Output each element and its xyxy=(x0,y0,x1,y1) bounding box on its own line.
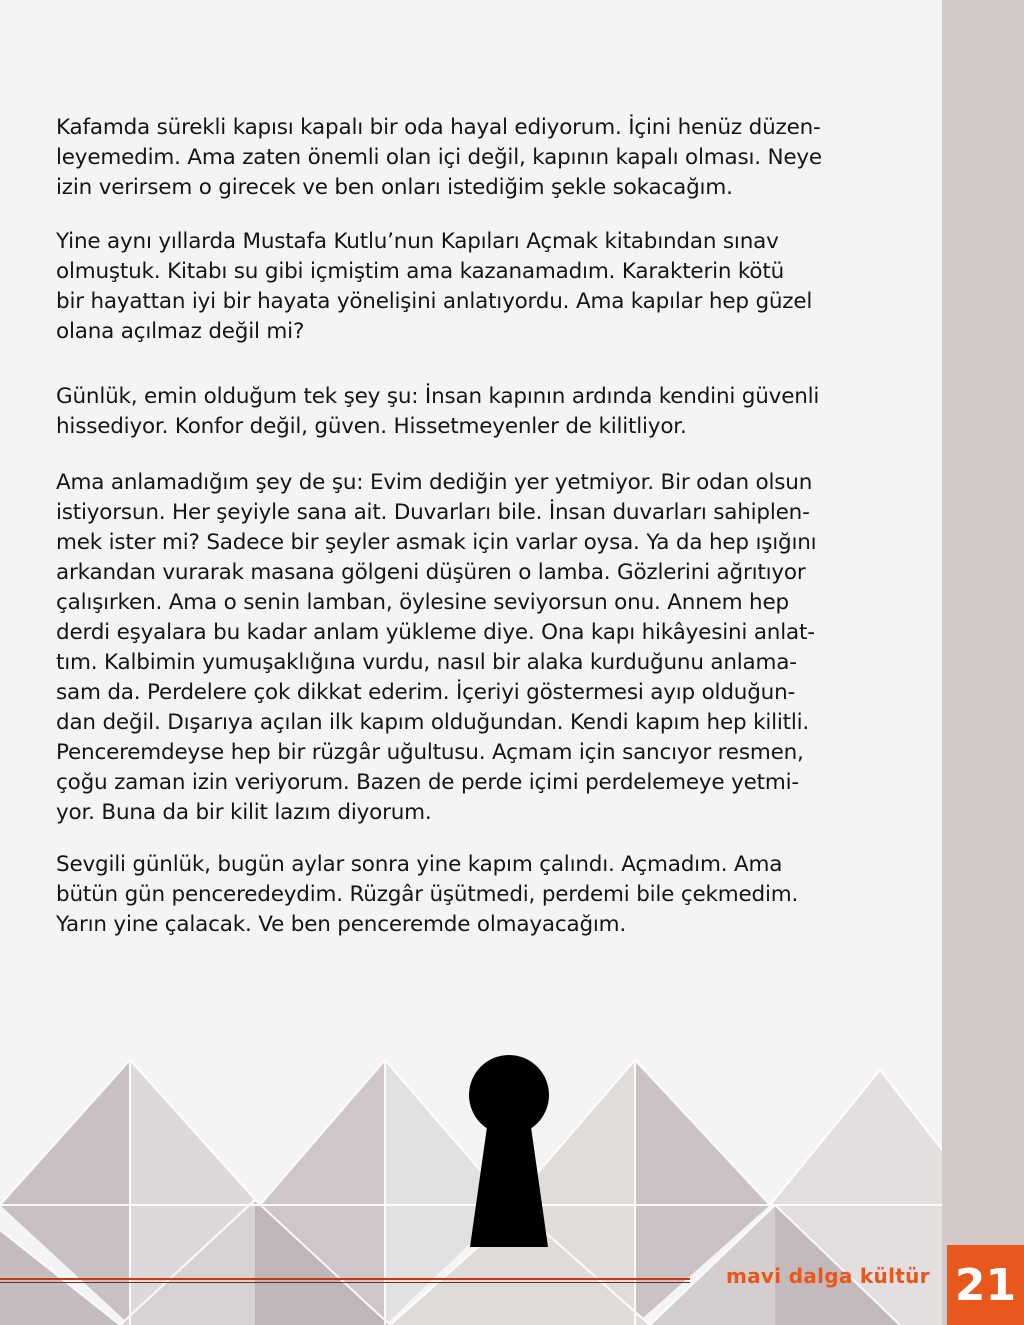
text-line: arkandan vurarak masana gölgeni düşüren o lamba. Gözlerini ağrıtıyor xyxy=(56,560,806,585)
text-line: izin verirsem o girecek ve ben onları istediğim şekle sokacağım. xyxy=(56,175,733,200)
text-line: Sevgili günlük, bugün aylar sonra yine kapım çalındı. Açmadım. Ama xyxy=(56,852,783,877)
text-line: bütün gün penceredeydim. Rüzgâr üşütmedi, perdemi bile çekmedim. xyxy=(56,882,799,907)
text-line: tım. Kalbimin yumuşaklığına vurdu, nasıl bir alaka kurduğunu anlama- xyxy=(56,650,797,675)
text-line: Günlük, emin olduğum tek şey şu: İnsan kapının ardında kendini güvenli xyxy=(56,384,820,409)
side-band xyxy=(942,0,1024,1325)
paragraph xyxy=(56,468,816,828)
text-line: olana açılmaz değil mi? xyxy=(56,319,305,344)
text-line: Penceremdeyse hep bir rüzgâr uğultusu. Açmam için sancıyor resmen, xyxy=(56,740,804,765)
text-line: Kafamda sürekli kapısı kapalı bir oda hayal ediyorum. İçini henüz düzen- xyxy=(56,115,821,140)
footer-rule-shadow xyxy=(0,1282,690,1283)
text-line: leyemedim. Ama zaten önemli olan içi değil, kapının kapalı olması. Neye xyxy=(56,145,822,170)
text-line: derdi eşyalara bu kadar anlam yükleme diye. Ona kapı hikâyesini anlat- xyxy=(56,620,815,645)
text-line: istiyorsun. Her şeyiyle sana ait. Duvarları bile. İnsan duvarları sahiplen- xyxy=(56,500,810,525)
page-number: 21 xyxy=(947,1245,1024,1325)
paragraph xyxy=(56,382,819,442)
paragraph xyxy=(56,227,812,347)
text-line: dan değil. Dışarıya açılan ilk kapım olduğundan. Kendi kapım hep kilitli. xyxy=(56,710,810,735)
paragraph xyxy=(56,113,822,203)
text-line: sam da. Perdelere çok dikkat ederim. İçeriyi göstermesi ayıp olduğun- xyxy=(56,680,796,705)
magazine-brand: mavi dalga kültür xyxy=(726,1264,930,1288)
footer-rule xyxy=(0,1278,690,1280)
text-line: mek ister mi? Sadece bir şeyler asmak için varlar oysa. Ya da hep ışığını xyxy=(56,530,817,555)
text-line: hissediyor. Konfor değil, güven. Hissetmeyenler de kilitliyor. xyxy=(56,414,687,439)
text-line: Ama anlamadığım şey de şu: Evim dediğin yer yetmiyor. Bir odan olsun xyxy=(56,470,813,495)
text-line: çalışırken. Ama o senin lamban, öylesine seviyorsun onu. Annem hep xyxy=(56,590,789,615)
text-line: yor. Buna da bir kilit lazım diyorum. xyxy=(56,800,432,825)
text-line: Yarın yine çalacak. Ve ben penceremde olmayacağım. xyxy=(56,912,627,937)
keyhole-icon xyxy=(469,1055,549,1247)
paragraph xyxy=(56,850,798,940)
text-line: Yine aynı yıllarda Mustafa Kutlu’nun Kapıları Açmak kitabından sınav xyxy=(56,229,779,254)
text-line: çoğu zaman izin veriyorum. Bazen de perde içimi perdelemeye yetmi- xyxy=(56,770,799,795)
text-line: bir hayattan iyi bir hayata yönelişini anlatıyordu. Ama kapılar hep güzel xyxy=(56,289,813,314)
text-line: olmuştuk. Kitabı su gibi içmiştim ama kazanamadım. Karakterin kötü xyxy=(56,259,785,284)
